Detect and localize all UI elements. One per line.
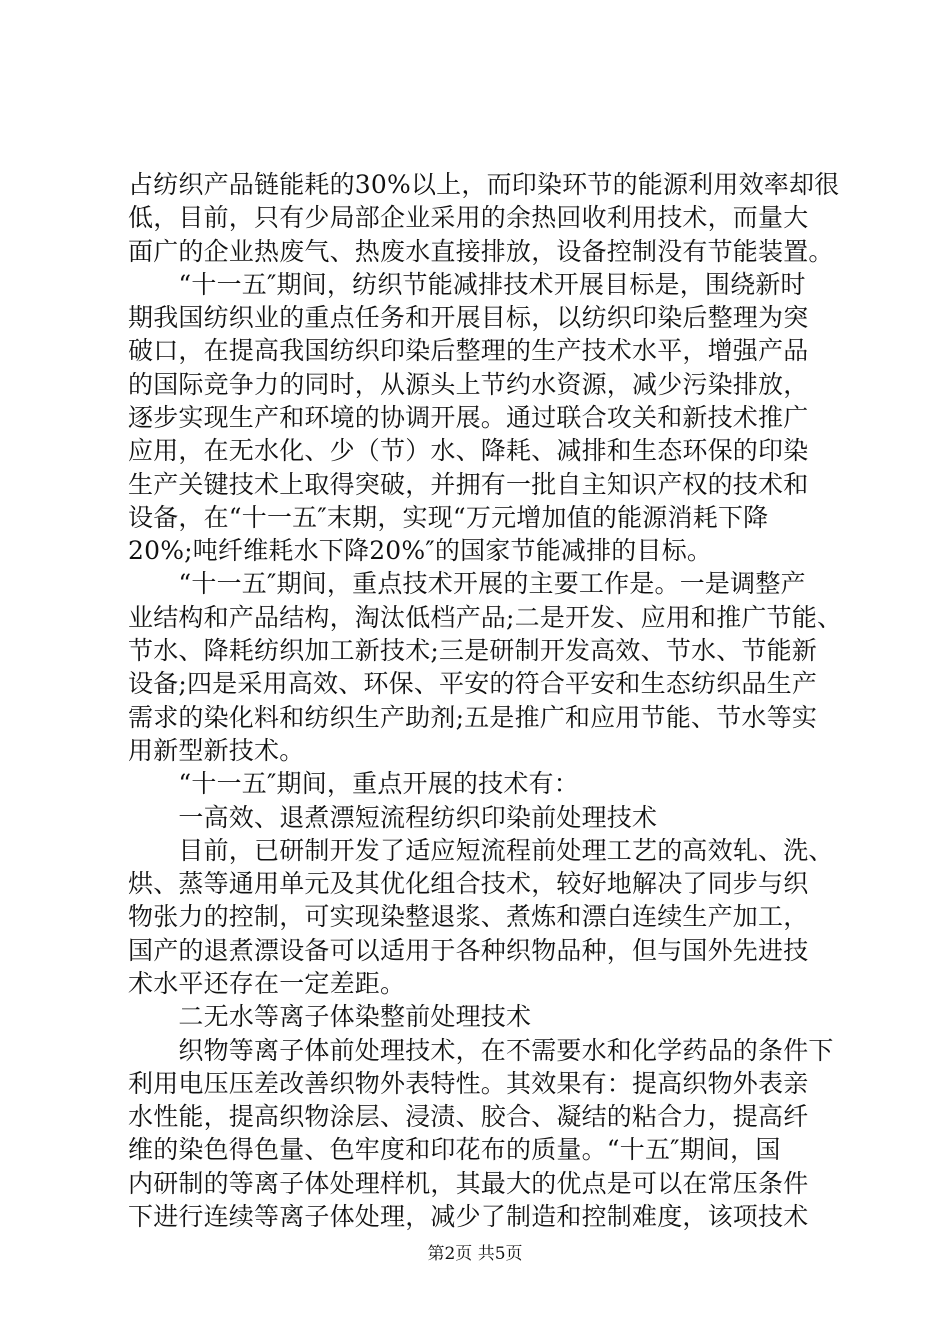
text-line: 设备;四是采用高效、环保、平安的符合平安和生态纺织品生产 [128, 669, 818, 698]
text-line: 业结构和产品结构，淘汰低档产品;二是开发、应用和推广节能、 [128, 603, 843, 632]
text-line: 期我国纺织业的重点任务和开展目标，以纺织印染后整理为突 [128, 303, 809, 332]
text-line: 用新型新技术。 [128, 736, 305, 765]
text-line: 下进行连续等离子体处理，减少了制造和控制难度，该项技术 [128, 1202, 809, 1231]
text-line: “十一五″期间，重点技术开展的主要工作是。一是调整产 [128, 569, 806, 598]
text-line: 设备，在“十一五″末期，实现“万元增加值的能源消耗下降 [128, 503, 769, 532]
text-line: 逐步实现生产和环境的协调开展。通过联合攻关和新技术推广 [128, 403, 809, 432]
text-line: 低，目前，只有少局部企业采用的余热回收利用技术，而量大 [128, 203, 809, 232]
text-line: 生产关键技术上取得突破，并拥有一批自主知识产权的技术和 [128, 470, 809, 499]
text-line: 维的染色得色量、色牢度和印花布的质量。“十五″期间，国 [128, 1135, 781, 1164]
text-line: 利用电压压差改善织物外表特性。其效果有：提高织物外表亲 [128, 1069, 809, 1098]
text-line: “十一五″期间，纺织节能减排技术开展目标是，围绕新时 [128, 270, 806, 299]
page-footer: 第2页 共5页 [427, 1244, 523, 1264]
text-line: 节水、降耗纺织加工新技术;三是研制开发高效、节水、节能新 [128, 636, 818, 665]
text-line: 的国际竞争力的同时，从源头上节约水资源，减少污染排放， [128, 370, 809, 399]
text-line: 内研制的等离子体处理样机，其最大的优点是可以在常压条件 [128, 1169, 809, 1198]
text-line: 目前，已研制开发了适应短流程前处理工艺的高效轧、洗、 [128, 836, 834, 865]
text-line: 面广的企业热废气、热废水直接排放，设备控制没有节能装置。 [128, 237, 834, 266]
text-line: 国产的退煮漂设备可以适用于各种织物品种，但与国外先进技 [128, 936, 809, 965]
text-line: 需求的染化料和纺织生产助剂;五是推广和应用节能、节水等实 [128, 703, 818, 732]
text-line: 术水平还存在一定差距。 [128, 969, 406, 998]
text-line: 破口，在提高我国纺织印染后整理的生产技术水平，增强产品 [128, 336, 809, 365]
section-heading: 一高效、退煮漂短流程纺织印染前处理技术 [128, 803, 658, 832]
text-line: 20%;吨纤维耗水下降20%″的国家节能减排的目标。 [128, 536, 713, 565]
text-line: 物张力的控制，可实现染整退浆、煮炼和漂白连续生产加工， [128, 902, 809, 931]
text-line: 水性能，提高织物涂层、浸渍、胶合、凝结的粘合力，提高纤 [128, 1102, 809, 1131]
text-line: 占纺织产品链能耗的30%以上，而印染环节的能源利用效率却很 [128, 170, 840, 199]
section-heading: 二无水等离子体染整前处理技术 [128, 1002, 532, 1031]
text-line: 应用，在无水化、少（节）水、降耗、减排和生态环保的印染 [128, 436, 809, 465]
text-line: “十一五″期间，重点开展的技术有： [128, 769, 579, 798]
text-line: 烘、蒸等通用单元及其优化组合技术，较好地解决了同步与织 [128, 869, 809, 898]
text-line: 织物等离子体前处理技术，在不需要水和化学药品的条件下 [128, 1036, 834, 1065]
